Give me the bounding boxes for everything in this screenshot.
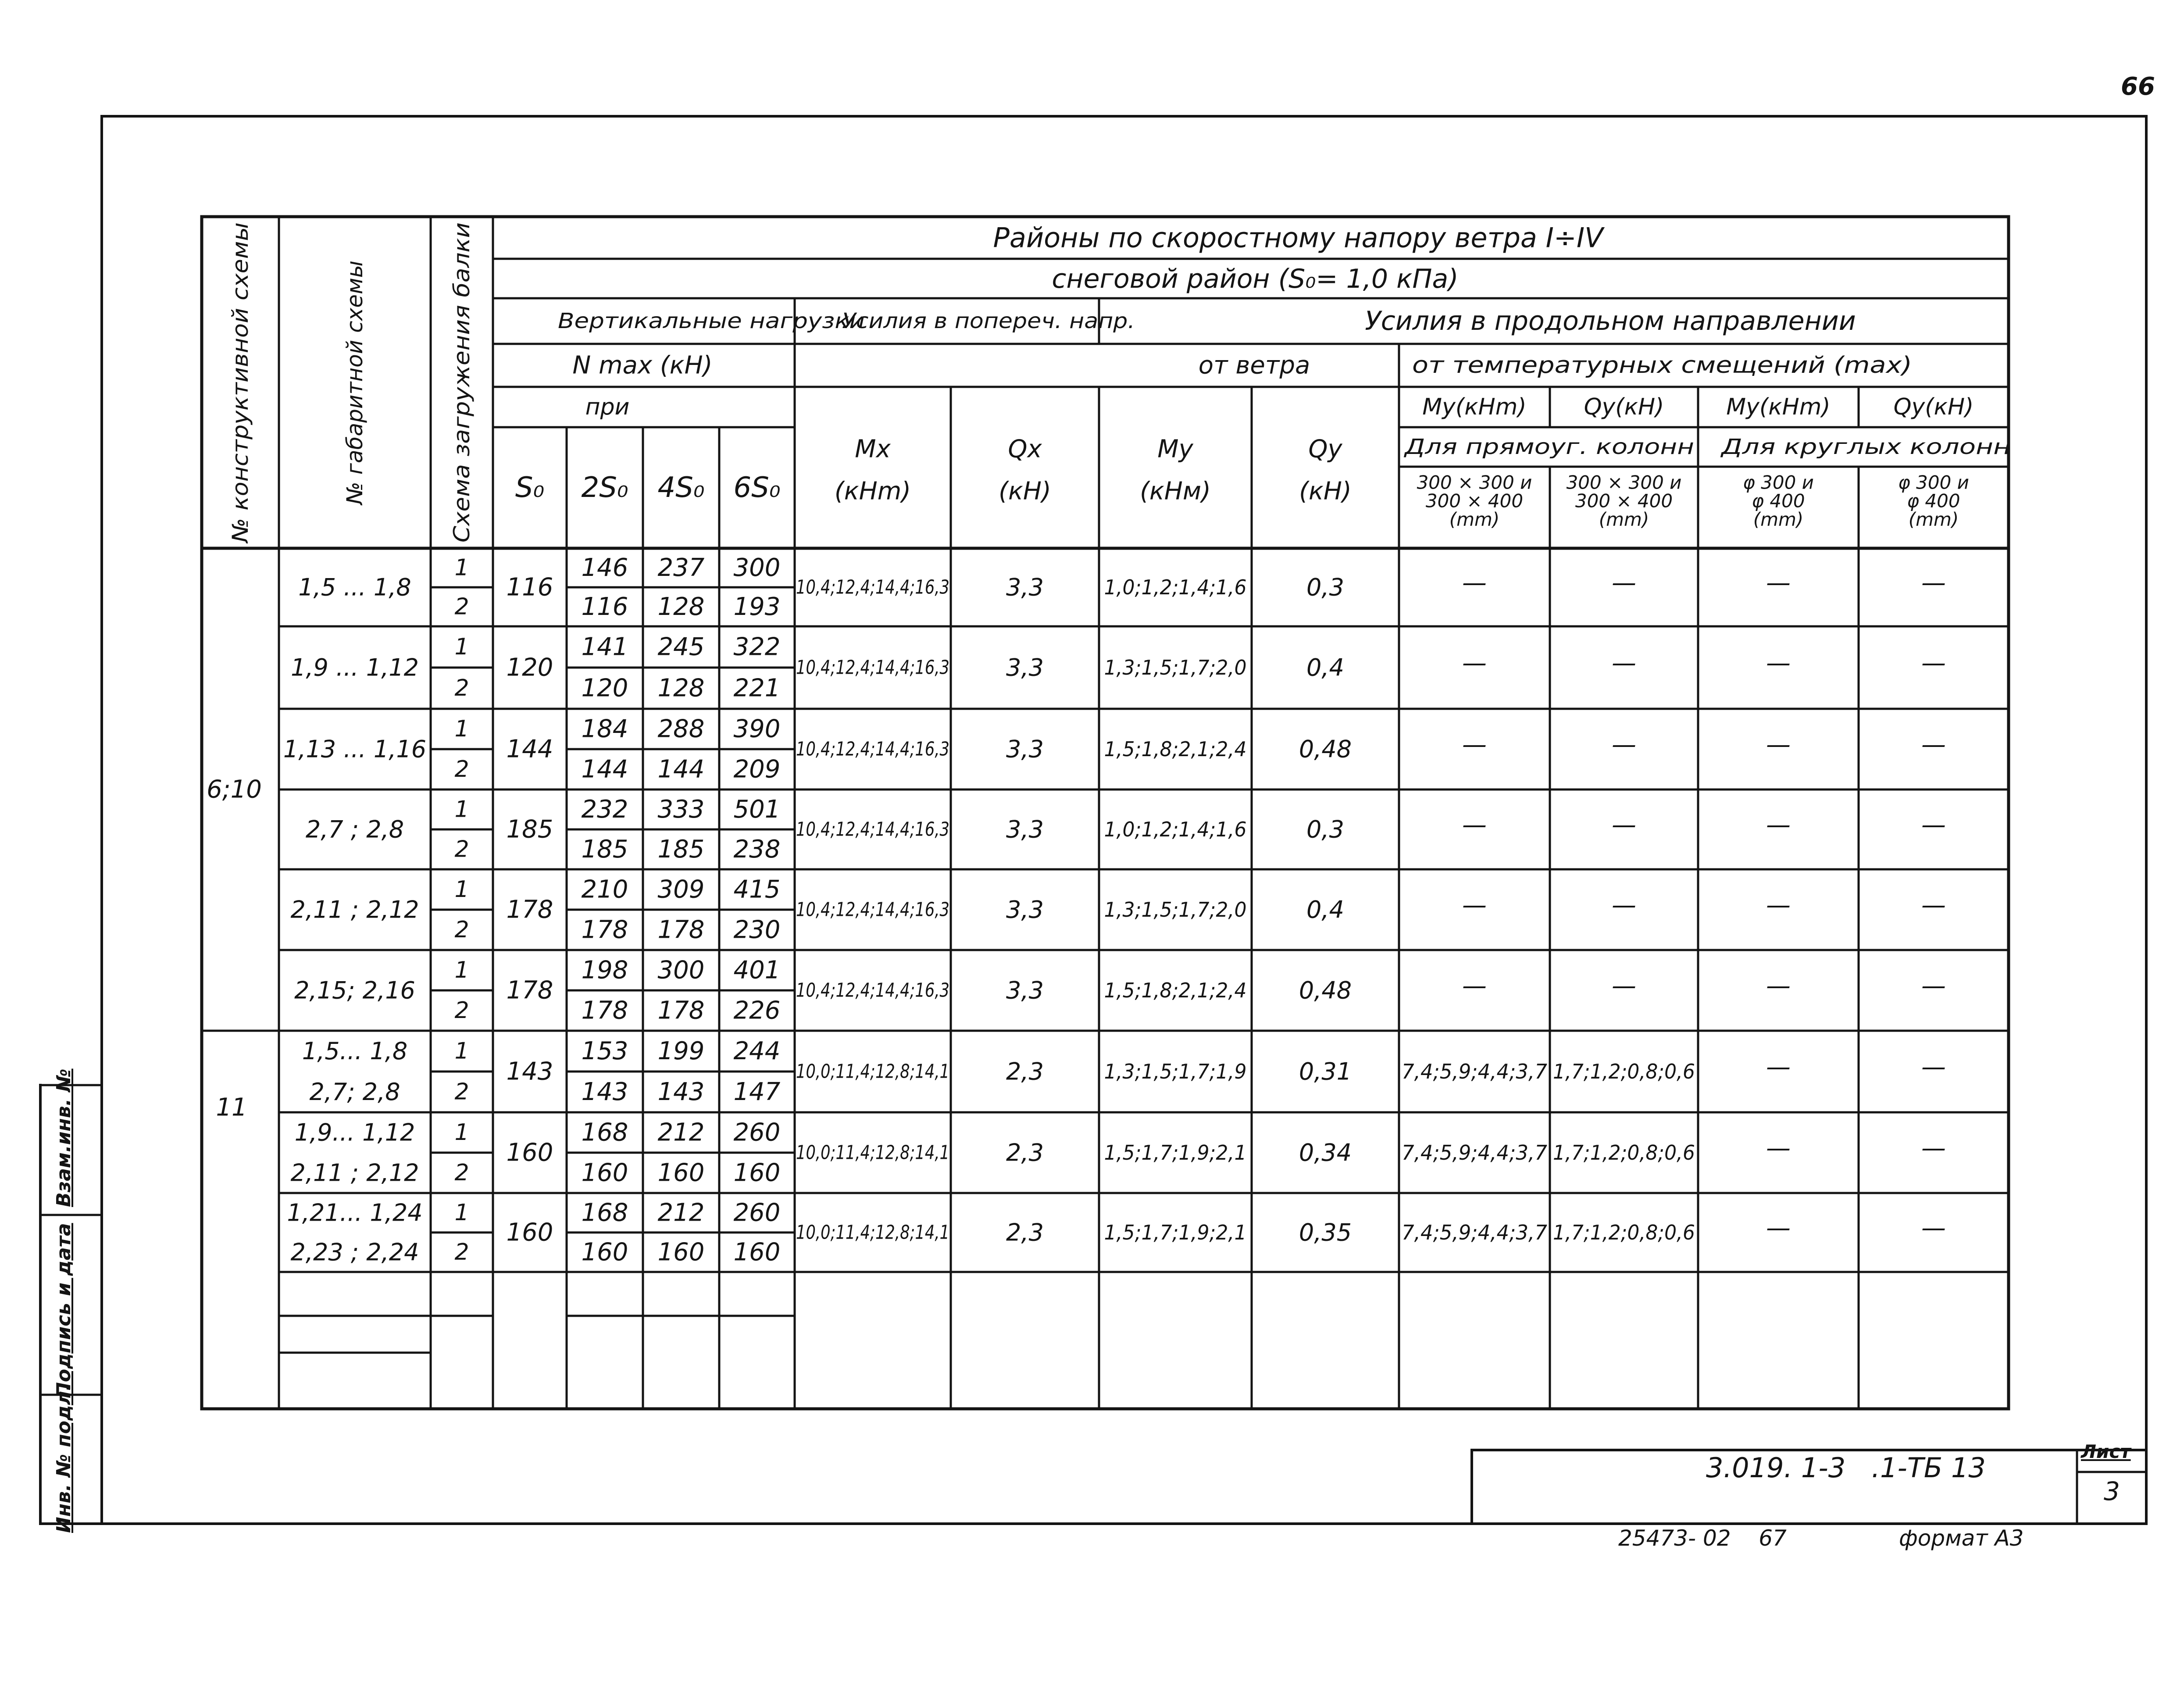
nmax-load-value: 198: [581, 956, 628, 985]
structural-scheme-value: 11: [216, 1093, 247, 1122]
qy-rect-value: 1,7;1,2;0,8;0,6: [1553, 1141, 1695, 1164]
my-value: 1,5;1,7;1,9;2,1: [1104, 1141, 1247, 1164]
clearance-scheme-value: 1,9 ... 1,12: [291, 654, 419, 682]
col-clearance-scheme-header: № габаритной схемы: [342, 260, 368, 505]
qy-rect-value: 1,7;1,2;0,8;0,6: [1553, 1221, 1695, 1244]
nmax-load-value: 390: [733, 714, 781, 743]
nmax-load-value: 309: [657, 875, 705, 904]
nmax-load-value: 245: [657, 632, 705, 661]
nmax-load-value: 199: [657, 1037, 705, 1065]
qy-rect-value: —: [1612, 730, 1636, 759]
snow-region: снеговой район (S₀= 1,0 кПа): [1052, 264, 1459, 294]
nmax-load-value: 232: [581, 795, 628, 824]
nmax-load-value: 141: [581, 632, 628, 661]
from-temperature-header: от температурных смещений (max): [1412, 352, 1912, 379]
clearance-scheme-value: 2,23 ; 2,24: [290, 1238, 419, 1266]
nmax-load-value: 401: [733, 956, 781, 985]
nmax-load-value: 120: [581, 674, 628, 703]
my-round-value: —: [1766, 891, 1791, 920]
qy-rect-value: —: [1612, 568, 1636, 597]
my-value: 1,3;1,5;1,7;2,0: [1104, 656, 1247, 679]
nmax-load-value: 153: [581, 1037, 628, 1065]
clearance-scheme-value: 1,13 ... 1,16: [283, 735, 427, 763]
qx-value: 2,3: [1006, 1057, 1044, 1086]
footer-format: формат А3: [1899, 1525, 2024, 1551]
col-s0-header: S₀: [515, 472, 545, 504]
mx-value: 10,4;12,4;14,4;16,3: [796, 738, 949, 761]
sheet-number: 3: [2104, 1476, 2120, 1506]
qx-value: 3,3: [1006, 976, 1044, 1004]
clearance-scheme-value: 1,5... 1,8: [302, 1037, 408, 1065]
my-value: 1,5;1,8;2,1;2,4: [1104, 979, 1247, 1002]
round-size-label-qy: φ 400: [1907, 490, 1960, 512]
qy-round-value: —: [1921, 891, 1946, 920]
qx-value: 3,3: [1006, 654, 1044, 682]
stamp-replaced-inv-label: Взам.инв. №: [53, 1068, 75, 1207]
pri-header: при: [585, 394, 630, 420]
nmax-load-value: 300: [733, 554, 781, 582]
nmax-load-value: 178: [657, 915, 705, 944]
s0-load-value: 143: [506, 1057, 553, 1086]
rect-size-label-my: (mm): [1449, 508, 1500, 530]
mx-value: 10,4;12,4;14,4;16,3: [796, 898, 949, 921]
loading-scheme-label: 1: [454, 634, 469, 660]
longitudinal-forces-header: Усилия в продольном направлении: [1365, 306, 1856, 336]
mx-value: 10,0;11,4;12,8;14,1: [796, 1060, 949, 1083]
nmax-load-value: 322: [733, 632, 781, 661]
col-4s0-header: 4S₀: [657, 472, 705, 504]
nmax-load-value: 221: [733, 674, 781, 703]
nmax-load-value: 501: [733, 795, 781, 824]
qy-value: 0,48: [1299, 735, 1352, 763]
loading-scheme-label: 1: [454, 1038, 469, 1064]
nmax-load-value: 260: [733, 1118, 781, 1147]
stamp-inv-label: Инв. № подл.: [53, 1383, 75, 1533]
vertical-loads-header: Вертикальные нагрузки: [558, 309, 865, 333]
my-value: 1,3;1,5;1,7;2,0: [1104, 898, 1247, 922]
round-size-label-my: (mm): [1753, 508, 1804, 530]
nmax-load-value: 160: [657, 1238, 705, 1267]
qy-rect-value: —: [1612, 891, 1636, 920]
nmax-load-value: 212: [657, 1198, 705, 1227]
my-round-value: —: [1766, 1053, 1791, 1082]
my-round-value: —: [1766, 1214, 1791, 1243]
s0-load-value: 120: [506, 653, 553, 682]
my-round-value: —: [1766, 649, 1791, 678]
nmax-load-value: 144: [581, 755, 628, 784]
structural-scheme-value: 6;10: [207, 775, 262, 804]
s0-load-value: 160: [506, 1138, 553, 1167]
round-size-label-qy: (mm): [1908, 508, 1959, 530]
mx-value: 10,0;11,4;12,8;14,1: [796, 1141, 949, 1164]
col-mx-header: Mx: [855, 435, 891, 464]
nmax-load-value: 210: [581, 875, 628, 904]
col-my-header: My: [1157, 435, 1193, 464]
qy-value: 0,31: [1299, 1057, 1352, 1086]
qy-rect-value: —: [1612, 649, 1636, 678]
qy-round-value: —: [1921, 568, 1946, 597]
qy-rect-value: —: [1612, 972, 1636, 1000]
nmax-load-value: 185: [581, 835, 628, 864]
col-2s0-header: 2S₀: [581, 472, 628, 504]
loading-scheme-label: 1: [454, 957, 469, 983]
my-value: 1,0;1,2;1,4;1,6: [1104, 818, 1247, 841]
nmax-load-value: 160: [581, 1158, 628, 1187]
nmax-load-value: 288: [657, 714, 705, 743]
nmax-load-value: 230: [733, 915, 781, 944]
stamp-signature-label: Подпись и дата: [53, 1223, 75, 1398]
nmax-load-value: 116: [581, 593, 628, 621]
s0-load-value: 160: [506, 1218, 553, 1247]
col-loading-scheme-header: Схема загружения балки: [449, 250, 475, 543]
qy-round-value: —: [1921, 1053, 1946, 1082]
col-my-rect-header: My(кНm): [1422, 394, 1527, 420]
round-size-label-qy: φ 300 и: [1898, 472, 1969, 493]
col-qy-rect-header: Qy(кН): [1584, 394, 1664, 420]
s0-load-value: 185: [506, 815, 553, 844]
qy-round-value: —: [1921, 811, 1946, 839]
nmax-load-value: 300: [657, 956, 705, 985]
qy-value: 0,35: [1299, 1218, 1352, 1247]
page-number: 66: [2121, 72, 2155, 101]
qx-value: 3,3: [1006, 896, 1044, 924]
clearance-scheme-value: 2,11 ; 2,12: [290, 1159, 419, 1187]
qy-rect-value: —: [1612, 811, 1636, 839]
loading-scheme-label: 1: [454, 1200, 469, 1226]
col-my-round-header: My(кНm): [1726, 394, 1831, 420]
loading-scheme-label: 1: [454, 554, 469, 581]
loading-scheme-label: 1: [454, 876, 469, 903]
clearance-scheme-value: 1,5 ... 1,8: [298, 573, 411, 601]
col-qy-header: Qy: [1308, 435, 1342, 464]
loading-scheme-label: 2: [454, 997, 469, 1024]
my-round-value: —: [1766, 972, 1791, 1000]
transverse-forces-header: Усилия в попереч. напр.: [842, 309, 1135, 333]
loading-scheme-label: 2: [454, 1160, 469, 1186]
my-round-value: —: [1766, 568, 1791, 597]
col-qx-unit: (кН): [999, 477, 1051, 506]
nmax-load-value: 168: [581, 1118, 628, 1147]
my-rect-value: 7,4;5,9;4,4;3,7: [1402, 1060, 1547, 1083]
qy-value: 0,3: [1306, 815, 1344, 843]
nmax-load-value: 212: [657, 1118, 705, 1147]
loading-scheme-label: 2: [454, 1079, 469, 1105]
rect-size-label-qy: 300 × 300 и: [1566, 472, 1682, 493]
my-rect-value: —: [1462, 811, 1487, 839]
qy-round-value: —: [1921, 1134, 1946, 1163]
col-qx-header: Qx: [1008, 435, 1042, 464]
mx-value: 10,0;11,4;12,8;14,1: [796, 1221, 949, 1244]
my-round-value: —: [1766, 730, 1791, 759]
my-rect-value: —: [1462, 568, 1487, 597]
qx-value: 3,3: [1006, 815, 1044, 843]
clearance-scheme-value: 2,15; 2,16: [294, 976, 415, 1004]
clearance-scheme-value: 2,7; 2,8: [309, 1078, 400, 1106]
rect-size-label-qy: 300 × 400: [1575, 490, 1673, 512]
nmax-load-value: 147: [733, 1078, 781, 1106]
nmax-load-value: 178: [581, 915, 628, 944]
nmax-load-value: 146: [581, 554, 628, 582]
nmax-load-value: 128: [657, 593, 705, 621]
loading-scheme-label: 1: [454, 1119, 469, 1146]
s0-load-value: 116: [506, 573, 553, 602]
qx-value: 3,3: [1006, 573, 1044, 601]
col-mx-unit: (кНm): [834, 477, 911, 506]
qy-rect-value: 1,7;1,2;0,8;0,6: [1553, 1060, 1695, 1083]
s0-load-value: 178: [506, 976, 553, 1005]
col-structural-scheme-header: № конструктивной схемы: [228, 245, 253, 543]
from-wind-header: от ветра: [1198, 351, 1310, 380]
mx-value: 10,4;12,4;14,4;16,3: [796, 979, 949, 1002]
my-rect-value: 7,4;5,9;4,4;3,7: [1402, 1221, 1547, 1244]
loading-scheme-label: 2: [454, 1239, 469, 1265]
nmax-load-value: 143: [657, 1078, 705, 1106]
my-value: 1,5;1,8;2,1;2,4: [1104, 737, 1247, 761]
nmax-load-value: 168: [581, 1198, 628, 1227]
my-rect-value: 7,4;5,9;4,4;3,7: [1402, 1141, 1547, 1164]
nmax-load-value: 144: [657, 755, 705, 784]
my-rect-value: —: [1462, 972, 1487, 1000]
rect-size-label-my: 300 × 400: [1425, 490, 1524, 512]
mx-value: 10,4;12,4;14,4;16,3: [796, 818, 949, 841]
nmax-load-value: 193: [733, 593, 781, 621]
loading-scheme-label: 1: [454, 796, 469, 823]
qy-value: 0,34: [1299, 1139, 1352, 1167]
qy-round-value: —: [1921, 730, 1946, 759]
nmax-load-value: 178: [657, 996, 705, 1025]
sheet-label: Лист: [2081, 1441, 2131, 1462]
rect-size-label-qy: (mm): [1599, 508, 1649, 530]
col-6s0-header: 6S₀: [733, 472, 781, 504]
rect-columns-header: Для прямоуг. колонн: [1403, 435, 1694, 459]
nmax-load-value: 260: [733, 1198, 781, 1227]
nmax-load-value: 160: [657, 1158, 705, 1187]
clearance-scheme-value: 1,21... 1,24: [287, 1199, 423, 1227]
col-qy-round-header: Qy(кН): [1893, 394, 1974, 420]
round-size-label-my: φ 400: [1752, 490, 1805, 512]
nmax-load-value: 128: [657, 674, 705, 703]
nmax-load-value: 143: [581, 1078, 628, 1106]
round-columns-header: Для круглых колонн: [1720, 435, 2011, 459]
my-rect-value: —: [1462, 730, 1487, 759]
my-round-value: —: [1766, 811, 1791, 839]
round-size-label-my: φ 300 и: [1743, 472, 1814, 493]
qy-value: 0,4: [1306, 896, 1344, 924]
s0-load-value: 144: [506, 735, 553, 764]
loading-scheme-label: 1: [454, 716, 469, 742]
nmax-load-value: 178: [581, 996, 628, 1025]
nmax-load-value: 160: [581, 1238, 628, 1267]
nmax-load-value: 185: [657, 835, 705, 864]
qy-value: 0,4: [1306, 654, 1344, 682]
my-value: 1,5;1,7;1,9;2,1: [1104, 1221, 1247, 1244]
my-value: 1,0;1,2;1,4;1,6: [1104, 575, 1247, 599]
my-rect-value: —: [1462, 649, 1487, 678]
my-round-value: —: [1766, 1134, 1791, 1163]
nmax-load-value: 184: [581, 714, 628, 743]
mx-value: 10,4;12,4;14,4;16,3: [796, 576, 949, 599]
nmax-header: N max (кН): [572, 351, 713, 380]
qy-value: 0,3: [1306, 573, 1344, 601]
loading-scheme-label: 2: [454, 593, 469, 620]
clearance-scheme-value: 1,9... 1,12: [294, 1118, 415, 1147]
qx-value: 2,3: [1006, 1218, 1044, 1247]
my-value: 1,3;1,5;1,7;1,9: [1104, 1060, 1247, 1083]
qy-round-value: —: [1921, 649, 1946, 678]
document-code: 3.019. 1-3 .1-ТБ 13: [1706, 1452, 1986, 1484]
loading-scheme-label: 2: [454, 917, 469, 943]
my-rect-value: —: [1462, 891, 1487, 920]
s0-load-value: 178: [506, 895, 553, 924]
nmax-load-value: 160: [733, 1158, 781, 1187]
mx-value: 10,4;12,4;14,4;16,3: [796, 656, 949, 679]
loading-scheme-label: 2: [454, 836, 469, 863]
footer-code: 25473- 02 67: [1618, 1525, 1787, 1551]
nmax-load-value: 160: [733, 1238, 781, 1267]
qy-round-value: —: [1921, 1214, 1946, 1243]
col-my-unit: (кНм): [1140, 477, 1211, 506]
loading-scheme-label: 2: [454, 756, 469, 782]
col-qy-unit: (кН): [1299, 477, 1352, 506]
nmax-load-value: 226: [733, 996, 781, 1025]
qy-value: 0,48: [1299, 976, 1352, 1004]
clearance-scheme-value: 2,7 ; 2,8: [305, 815, 404, 843]
qx-value: 2,3: [1006, 1139, 1044, 1167]
loading-scheme-label: 2: [454, 675, 469, 701]
qy-round-value: —: [1921, 972, 1946, 1000]
nmax-load-value: 244: [733, 1037, 781, 1065]
nmax-load-value: 237: [657, 554, 705, 582]
nmax-load-value: 209: [733, 755, 781, 784]
clearance-scheme-value: 2,11 ; 2,12: [290, 896, 419, 924]
table-title: Районы по скоростному напору ветра I÷IV: [993, 221, 1603, 254]
nmax-load-value: 415: [733, 875, 781, 904]
rect-size-label-my: 300 × 300 и: [1417, 472, 1532, 493]
qx-value: 3,3: [1006, 735, 1044, 763]
nmax-load-value: 238: [733, 835, 781, 864]
nmax-load-value: 333: [657, 795, 705, 824]
